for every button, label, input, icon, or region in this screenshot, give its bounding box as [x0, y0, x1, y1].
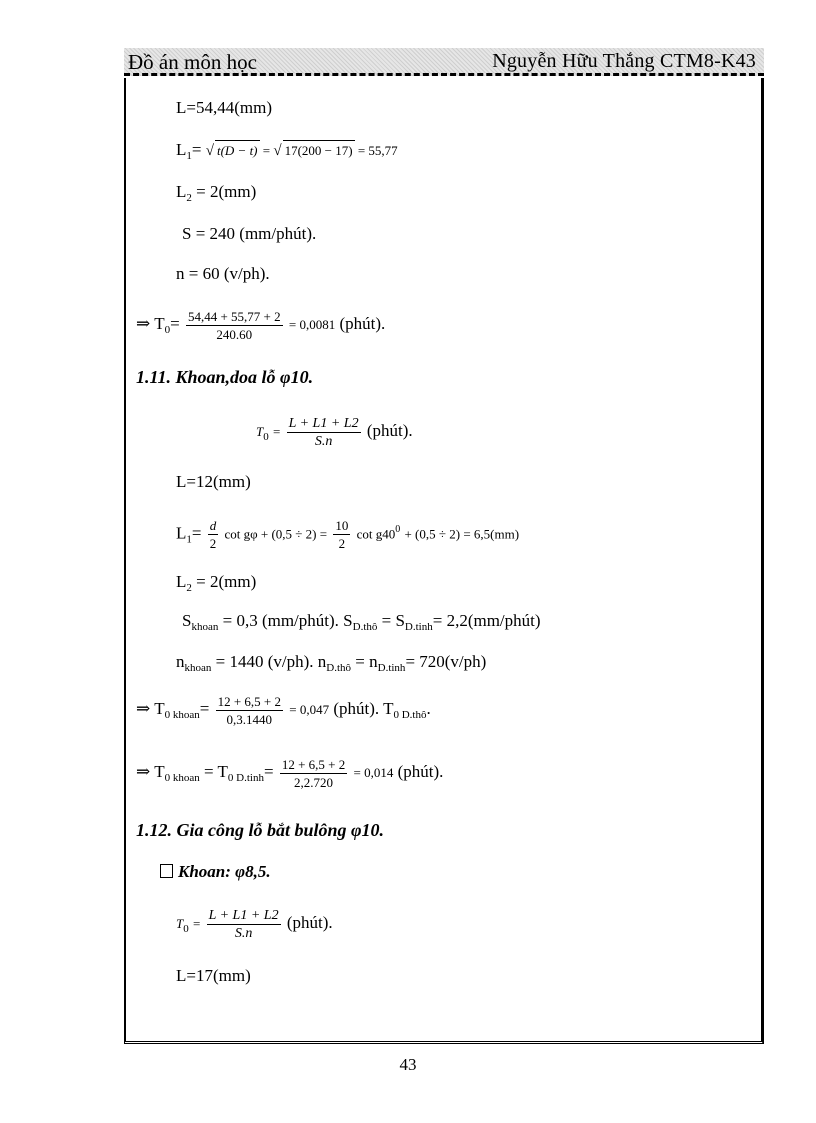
s2-formula-sub: 0 [263, 431, 269, 443]
s2-T2-result: = 0,014 [353, 765, 394, 780]
s2-n-sub3: D.tinh [377, 662, 406, 674]
page-header [124, 48, 764, 76]
s3-bullet-text: Khoan: φ8,5. [178, 862, 271, 881]
s2-formula-line [256, 412, 413, 456]
s2-T1-symbol: T [154, 699, 165, 718]
s2-T1-sub2: 0 D.thô [393, 709, 427, 721]
s2-S-sub1: khoan [191, 621, 219, 633]
s2-L2-sub: 2 [186, 582, 192, 594]
s1-L1-radicand2: 17(200 − 17) [283, 140, 355, 161]
s1-L1-line: $L_1=$ √ t(D − t) = √ 17(200 − 17) = 55,77 [176, 140, 398, 162]
s2-T1-unit: (phút). T [333, 699, 394, 718]
s2-L2-text: = 2(mm) [191, 572, 257, 591]
s2-S-part3: = 2,2(mm/phút) [432, 611, 541, 630]
s1-L1-radicand1: t(D − t) [215, 140, 260, 161]
s2-formula-unit: (phút). [366, 421, 413, 440]
s3-formula-fraction [207, 907, 281, 942]
s2-S-part2: = S [377, 611, 405, 630]
s2-T1-fraction [216, 693, 283, 728]
page-frame [124, 78, 764, 1044]
s2-T2-symbol: T [154, 762, 165, 781]
s2-L1-middle: cot gφ + (0,5 ÷ 2) = [224, 526, 328, 542]
s2-T2-sub2: 0 D.tinh [227, 772, 264, 784]
s2-L1-degree: 0 [395, 524, 401, 535]
s3-formula-numerator: L + L1 + L2 [208, 907, 279, 923]
s2-S-line [182, 611, 541, 637]
s1-T0-denominator: 240.60 [216, 326, 253, 342]
s2-T2-sub: 0 khoan [164, 772, 200, 784]
s1-L-text: L=54,44(mm) [176, 98, 272, 117]
s2-L2-symbol: L [176, 572, 187, 591]
s2-T0-khoan-line [136, 690, 431, 734]
s2-S-sub2: D.thô [352, 621, 378, 633]
s3-formula-T: T [176, 916, 184, 931]
s1-S-text: S = 240 (mm/phút). [182, 224, 317, 243]
s1-L1-symbol: L [176, 140, 187, 159]
s3-formula-unit: (phút). [286, 913, 333, 932]
checkbox-icon [160, 864, 173, 878]
s1-L2-symbol: L [176, 182, 187, 201]
s2-T1-sub: 0 khoan [164, 709, 200, 721]
s3-formula-eq: = [192, 916, 201, 931]
s1-T0-eq: = [170, 314, 180, 333]
s2-n-part2: = n [351, 652, 378, 671]
s2-L-line [176, 472, 251, 492]
page-number: 43 [399, 1055, 417, 1074]
s2-formula-T: T [256, 424, 264, 439]
s1-n-line [176, 264, 270, 284]
s2-L2-line [176, 572, 256, 598]
s3-L-line [176, 966, 251, 986]
s1-S-line [182, 224, 316, 244]
s2-S-part1: = 0,3 (mm/phút). S [218, 611, 353, 630]
s2-L1-symbol: L [176, 523, 187, 543]
s2-T1-result: = 0,047 [289, 702, 330, 717]
section-heading-1-11: 1.11. Khoan,doa lỗ φ10. [136, 367, 314, 387]
s2-L1-tail: cot g40 [356, 526, 396, 542]
s2-L1-fraction1 [208, 517, 219, 552]
s1-L2-line [176, 182, 256, 208]
s1-T0-fraction [186, 308, 283, 343]
s2-formula-denominator: S.n [314, 433, 333, 449]
s2-L1-sub: 1 [186, 533, 192, 546]
s3-formula-line [176, 904, 333, 948]
implies-arrow-icon: ⇒ [136, 762, 151, 781]
s1-T0-numerator: 54,44 + 55,77 + 2 [187, 308, 281, 324]
header-author: Nguyễn Hữu Thắng CTM8-K43 [492, 50, 756, 72]
s2-S-symbol: S [182, 611, 192, 630]
s1-n-text: n = 60 (v/ph). [176, 264, 270, 283]
s2-T1-eq: = [199, 699, 210, 718]
s2-T2-mid: = T [199, 762, 228, 781]
s3-L-text: L=17(mm) [176, 966, 251, 985]
implies-arrow-icon: ⇒ [136, 699, 151, 718]
s2-L1-f1-numerator: d [209, 518, 217, 534]
s2-L1-f2-denominator: 2 [338, 536, 346, 552]
s2-n-part3: = 720(v/ph) [405, 652, 487, 671]
s2-L1-f1-denominator: 2 [209, 536, 217, 552]
s1-T0-line [136, 305, 385, 349]
s1-T0-result: = 0,0081 [288, 317, 336, 332]
s2-L-text: L=12(mm) [176, 472, 251, 491]
s2-n-symbol: n [176, 652, 185, 671]
s2-T1-denominator: 0,3.1440 [226, 711, 273, 727]
s2-n-line [176, 652, 486, 678]
s2-T1-numerator: 12 + 6,5 + 2 [217, 693, 281, 709]
s2-T2-eq: = [263, 762, 274, 781]
s1-L2-sub: 2 [186, 192, 192, 204]
s1-T0-unit: (phút). [339, 314, 386, 333]
s2-L1-eq: = [191, 523, 202, 543]
header-left-title: Đồ án môn học [128, 50, 257, 74]
s2-n-sub1: khoan [184, 662, 212, 674]
s2-formula-eq: = [272, 424, 281, 439]
s3-formula-sub: 0 [183, 923, 189, 935]
s1-L1-sub: 1 [186, 150, 192, 162]
s2-formula-fraction [287, 415, 361, 450]
implies-arrow-icon: ⇒ [136, 314, 151, 333]
s2-T2-numerator: 12 + 6,5 + 2 [281, 756, 346, 772]
s2-L1-line [176, 511, 519, 559]
s2-T2-denominator: 2,2.720 [294, 774, 334, 790]
s2-T2-unit: (phút). [397, 762, 444, 781]
s2-T2-fraction [280, 756, 347, 791]
s1-L-line [176, 98, 272, 118]
s2-T1-dot: . [426, 699, 431, 718]
s2-S-sub3: D.tinh [404, 621, 433, 633]
s2-L1-end: + (0,5 ÷ 2) = 6,5(mm) [404, 526, 520, 542]
s2-formula-numerator: L + L1 + L2 [288, 415, 359, 431]
s1-L1-result: = 55,77 [357, 143, 398, 158]
s2-L1-fraction2 [333, 517, 350, 552]
s2-T0-tinh-line [136, 753, 443, 797]
s1-T0-symbol: T [154, 314, 165, 333]
s1-L2-text: = 2(mm) [191, 182, 257, 201]
s3-bullet-line [160, 862, 271, 882]
s2-n-part1: = 1440 (v/ph). n [211, 652, 327, 671]
section-heading-1-12: 1.12. Gia công lỗ bắt bulông φ10. [136, 820, 385, 840]
s2-n-sub2: D.thô [326, 662, 352, 674]
s2-L1-f2-numerator: 10 [335, 518, 349, 534]
s1-T0-sub: 0 [164, 324, 171, 336]
s1-L1-eq: = [191, 140, 202, 159]
s3-formula-denominator: S.n [234, 925, 253, 941]
